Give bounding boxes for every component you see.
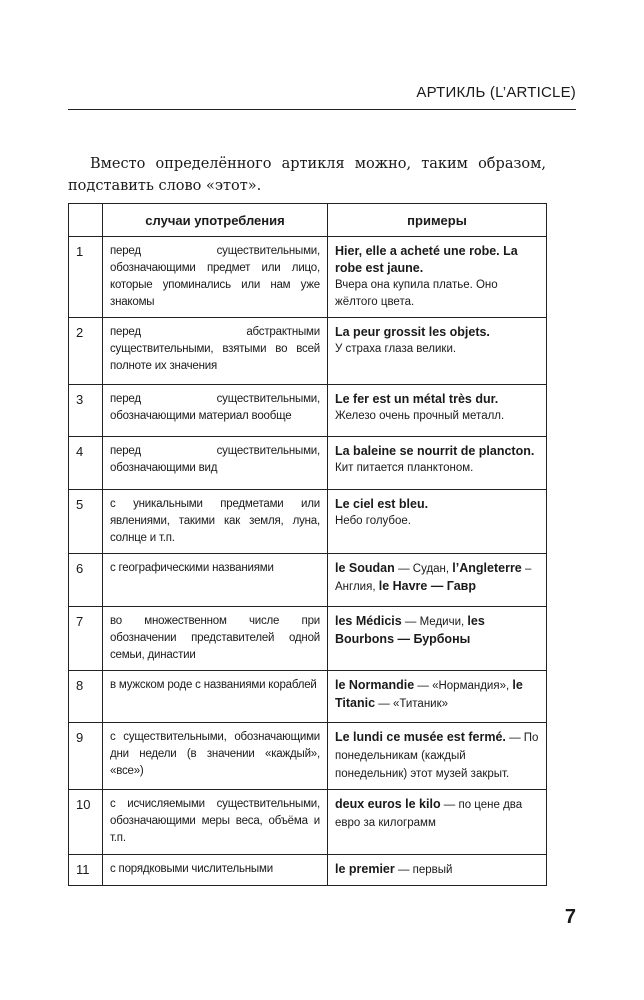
usage-text: с географическими названиями [103,554,328,607]
table-row [69,318,547,385]
example [328,855,547,886]
article-usage-table [68,203,547,886]
row-number: 3 [69,385,103,437]
row-number: 7 [69,607,103,671]
usage-text: перед абстрактными существительными, взятыми во всей полноте их значения [103,318,328,385]
example-russian: Вчера она купила платье. Оно жёлтого цвета. [335,279,498,308]
table-row [69,554,547,607]
running-header: АРТИКЛЬ (L’ARTICLE) [68,84,576,110]
example-russian: — Судан, [398,563,453,575]
usage-text: с уникальными предметами или явлениями, такими как земля, луна, солнце и т.п. [103,490,328,554]
row-number: 6 [69,554,103,607]
usage-text: перед существительными, обозначающими вид [103,437,328,490]
header-usage: случаи употребления [103,204,328,237]
example-russian: — Медичи, [401,616,468,628]
example-russian: У страха глаза велики. [335,343,457,355]
usage-text: с существительными, обозначающими дни недели (в значении «каждый», «все») [103,723,328,790]
usage-text: перед существительными, обозначающими предмет или лицо, которые упоминались или нам уже знакомы [103,237,328,318]
row-number: 8 [69,671,103,723]
example-french: le Havre — Гавр [378,579,477,593]
table-row [69,385,547,437]
example-french: Le fer est un métal très dur. [335,392,499,406]
example-russian: Кит питается планктоном. [335,462,474,474]
example [328,490,547,554]
row-number: 4 [69,437,103,490]
row-number: 9 [69,723,103,790]
row-number: 11 [69,855,103,886]
example-russian: Небо голубое. [335,515,411,527]
example-french: La peur grossit les objets. [335,325,490,339]
example-russian: Железо очень прочный металл. [335,410,505,422]
example-french: le Titanic [335,678,523,710]
example-french: le Normandie [335,678,415,692]
example [328,790,547,855]
example [328,385,547,437]
example-french: Le lundi ce musée est fermé. [335,730,506,744]
example [328,723,547,790]
table-row [69,490,547,554]
example-russian: — первый [394,864,453,876]
example [328,671,547,723]
row-number: 5 [69,490,103,554]
table-row [69,237,547,318]
row-number: 2 [69,318,103,385]
row-number: 10 [69,790,103,855]
example-french: le premier [335,862,395,876]
table-row [69,437,547,490]
table-row [69,607,547,671]
page-number: 7 [564,906,576,928]
example-russian: — «Титаник» [375,698,449,710]
example-russian: – Англия, [335,563,532,593]
example-russian: — По понедельникам (каждый понедельник) этот музей закрыт. [335,732,539,780]
example-french: le Soudan [335,561,395,575]
example [328,237,547,318]
example-russian: — «Нормандия», [414,680,513,692]
table-header-row [69,204,547,237]
example [328,607,547,671]
intro-paragraph: Вместо определённого артикля можно, таким образом, подставить слово «этот». [68,155,546,194]
usage-text: во множественном числе при обозначении представителей одной семьи, династии [103,607,328,671]
example-french: deux euros le kilo [335,797,441,811]
header-examples: примеры [328,204,547,237]
example-french: les Médicis [335,614,402,628]
example [328,437,547,490]
usage-text: с порядковыми числительными [103,855,328,886]
example-french: Le ciel est bleu. [335,497,429,511]
example-french: l’Angleterre [452,561,522,575]
row-number: 1 [69,237,103,318]
example-french: La baleine se nourrit de plancton. [335,444,535,458]
table-row [69,671,547,723]
example [328,318,547,385]
table-row [69,723,547,790]
header-number [69,204,103,237]
usage-text: в мужском роде с названиями кораблей [103,671,328,723]
example [328,554,547,607]
table-row [69,790,547,855]
usage-text: с исчисляемыми существительными, обозначающими меры веса, объёма и т.п. [103,790,328,855]
example-french: Hier, elle a acheté une robe. La robe est jaune. [335,244,518,275]
example-french: les Bourbons — Бурбоны [335,614,485,646]
table-row [69,855,547,886]
example-russian: — по цене два евро за килограмм [335,799,523,829]
usage-text: перед существительными, обозначающими материал вообще [103,385,328,437]
